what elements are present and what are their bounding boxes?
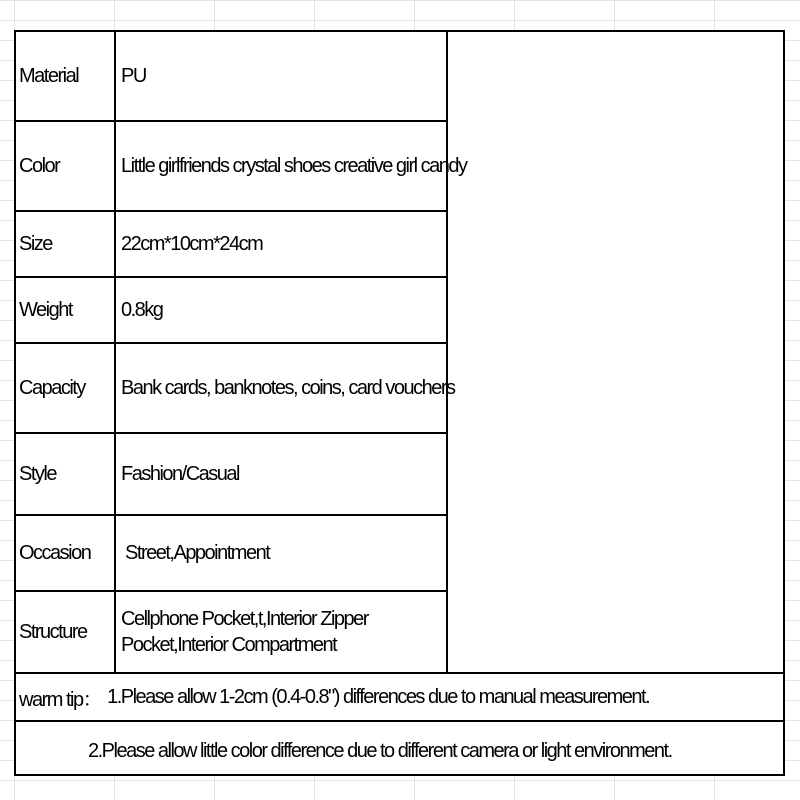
spec-value: Little girlfriends crystal shoes creative girl candy: [121, 155, 467, 177]
spec-row-color: [16, 122, 467, 212]
spec-label: Size: [16, 212, 116, 276]
spec-value: PU: [121, 65, 146, 87]
warm-tip-line-1: 1.Please allow 1-2cm (0.4-0.8") differences due to manual measurement.: [107, 685, 650, 708]
spec-label: Occasion: [16, 516, 116, 590]
spec-label: Capacity: [16, 344, 116, 432]
spec-row-capacity: [16, 344, 455, 434]
spec-value: Fashion/Casual: [121, 463, 239, 485]
warm-tip-row-2: [16, 726, 783, 776]
spec-row-style: [16, 434, 446, 516]
spec-row-material: [16, 32, 446, 122]
spec-row-occasion: [16, 516, 446, 592]
warm-tip-row: [16, 672, 783, 722]
spec-value: Cellphone Pocket,t,Interior Zipper Pocket,Interior Compartment: [121, 608, 368, 656]
spec-row-weight: [16, 278, 446, 344]
warm-tip-line-2: 2.Please allow little color difference due to different camera or light environment.: [88, 739, 672, 762]
warm-tip-prefix: warm tip：: [19, 688, 102, 711]
spec-label: Style: [16, 434, 116, 514]
spec-label: Weight: [16, 278, 116, 342]
spec-label: Material: [16, 32, 116, 120]
spec-value: 22cm*10cm*24cm: [121, 233, 263, 255]
spec-value: 0.8kg: [121, 299, 163, 321]
spec-value: Street,Appointment: [121, 542, 270, 564]
spec-label: Color: [16, 122, 116, 210]
spec-table: [16, 32, 467, 672]
spec-value: Bank cards, banknotes, coins, card vouchers: [121, 377, 455, 399]
spec-row-size: [16, 212, 446, 278]
spec-label: Structure: [16, 592, 116, 672]
spec-row-structure: [16, 592, 446, 672]
spec-sheet: [14, 30, 785, 776]
